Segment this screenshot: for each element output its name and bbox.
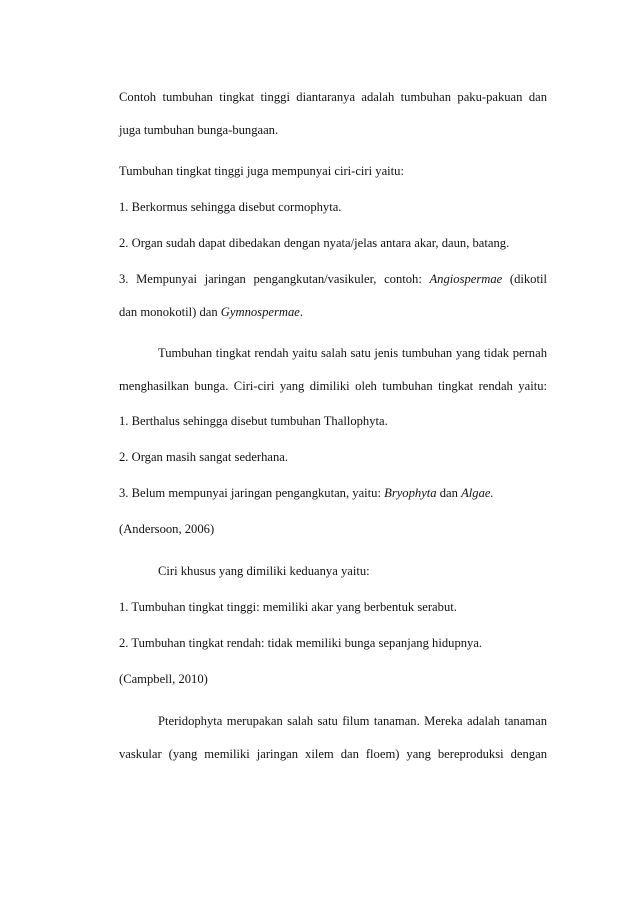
trait-3-suffix: (dikotil [509, 272, 547, 286]
paragraph-pteridophyta-line-1: Pteridophyta merupakan salah satu filum tanaman. Mereka adalah tanaman [158, 714, 547, 728]
high-plant-trait-1: 1. Berkormus sehingga disebut cormophyta. [119, 200, 342, 214]
angiospermae-term: Angiospermae [429, 272, 503, 286]
paragraph-low-plants-line-1: Tumbuhan tingkat rendah yaitu salah satu jenis tumbuhan yang tidak pernah [158, 346, 547, 360]
algae-term: Algae. [461, 486, 494, 500]
low-plant-trait-1: 1. Berthalus sehingga disebut tumbuhan Thallophyta. [119, 414, 388, 428]
low-trait-3-text: 3. Belum mempunyai jaringan pengangkutan, yaitu: [119, 486, 381, 500]
high-plant-trait-3-line-1 [119, 271, 547, 287]
paragraph-intro-line-1: Contoh tumbuhan tingkat tinggi diantaranya adalah tumbuhan paku-pakuan dan [119, 90, 547, 104]
bryophyta-term: Bryophyta [384, 486, 437, 500]
common-traits-heading: Ciri khusus yang dimiliki keduanya yaitu: [158, 564, 370, 578]
high-plant-trait-2: 2. Organ sudah dapat dibedakan dengan nyata/jelas antara akar, daun, batang. [119, 236, 510, 250]
paragraph-intro-line-2: juga tumbuhan bunga-bungaan. [119, 123, 279, 137]
citation-andersoon: (Andersoon, 2006) [119, 522, 215, 536]
paragraph-low-plants-line-2: menghasilkan bunga. Ciri-ciri yang dimiliki oleh tumbuhan tingkat rendah yaitu: [119, 379, 547, 393]
paragraph-pteridophyta-line-2: vaskular (yang memiliki jaringan xilem dan floem) yang bereproduksi dengan [119, 747, 547, 761]
trait-3-period: . [299, 305, 303, 319]
low-plant-trait-3 [119, 485, 547, 501]
trait-3-text: 3. Mempunyai jaringan pengangkutan/vasikuler, contoh: [119, 272, 422, 286]
common-trait-1: 1. Tumbuhan tingkat tinggi: memiliki akar yang berbentuk serabut. [119, 600, 457, 614]
gymnospermae-term: Gymnospermae [220, 305, 300, 319]
low-trait-3-and: dan [439, 486, 458, 500]
low-plant-trait-2: 2. Organ masih sangat sederhana. [119, 450, 289, 464]
common-trait-2: 2. Tumbuhan tingkat rendah: tidak memiliki bunga sepanjang hidupnya. [119, 636, 483, 650]
trait-3-line-2-text: dan monokotil) dan [119, 305, 218, 319]
high-plant-trait-3-line-2 [119, 304, 547, 320]
citation-campbell: (Campbell, 2010) [119, 672, 208, 686]
high-plant-traits-heading: Tumbuhan tingkat tinggi juga mempunyai ciri-ciri yaitu: [119, 164, 404, 178]
